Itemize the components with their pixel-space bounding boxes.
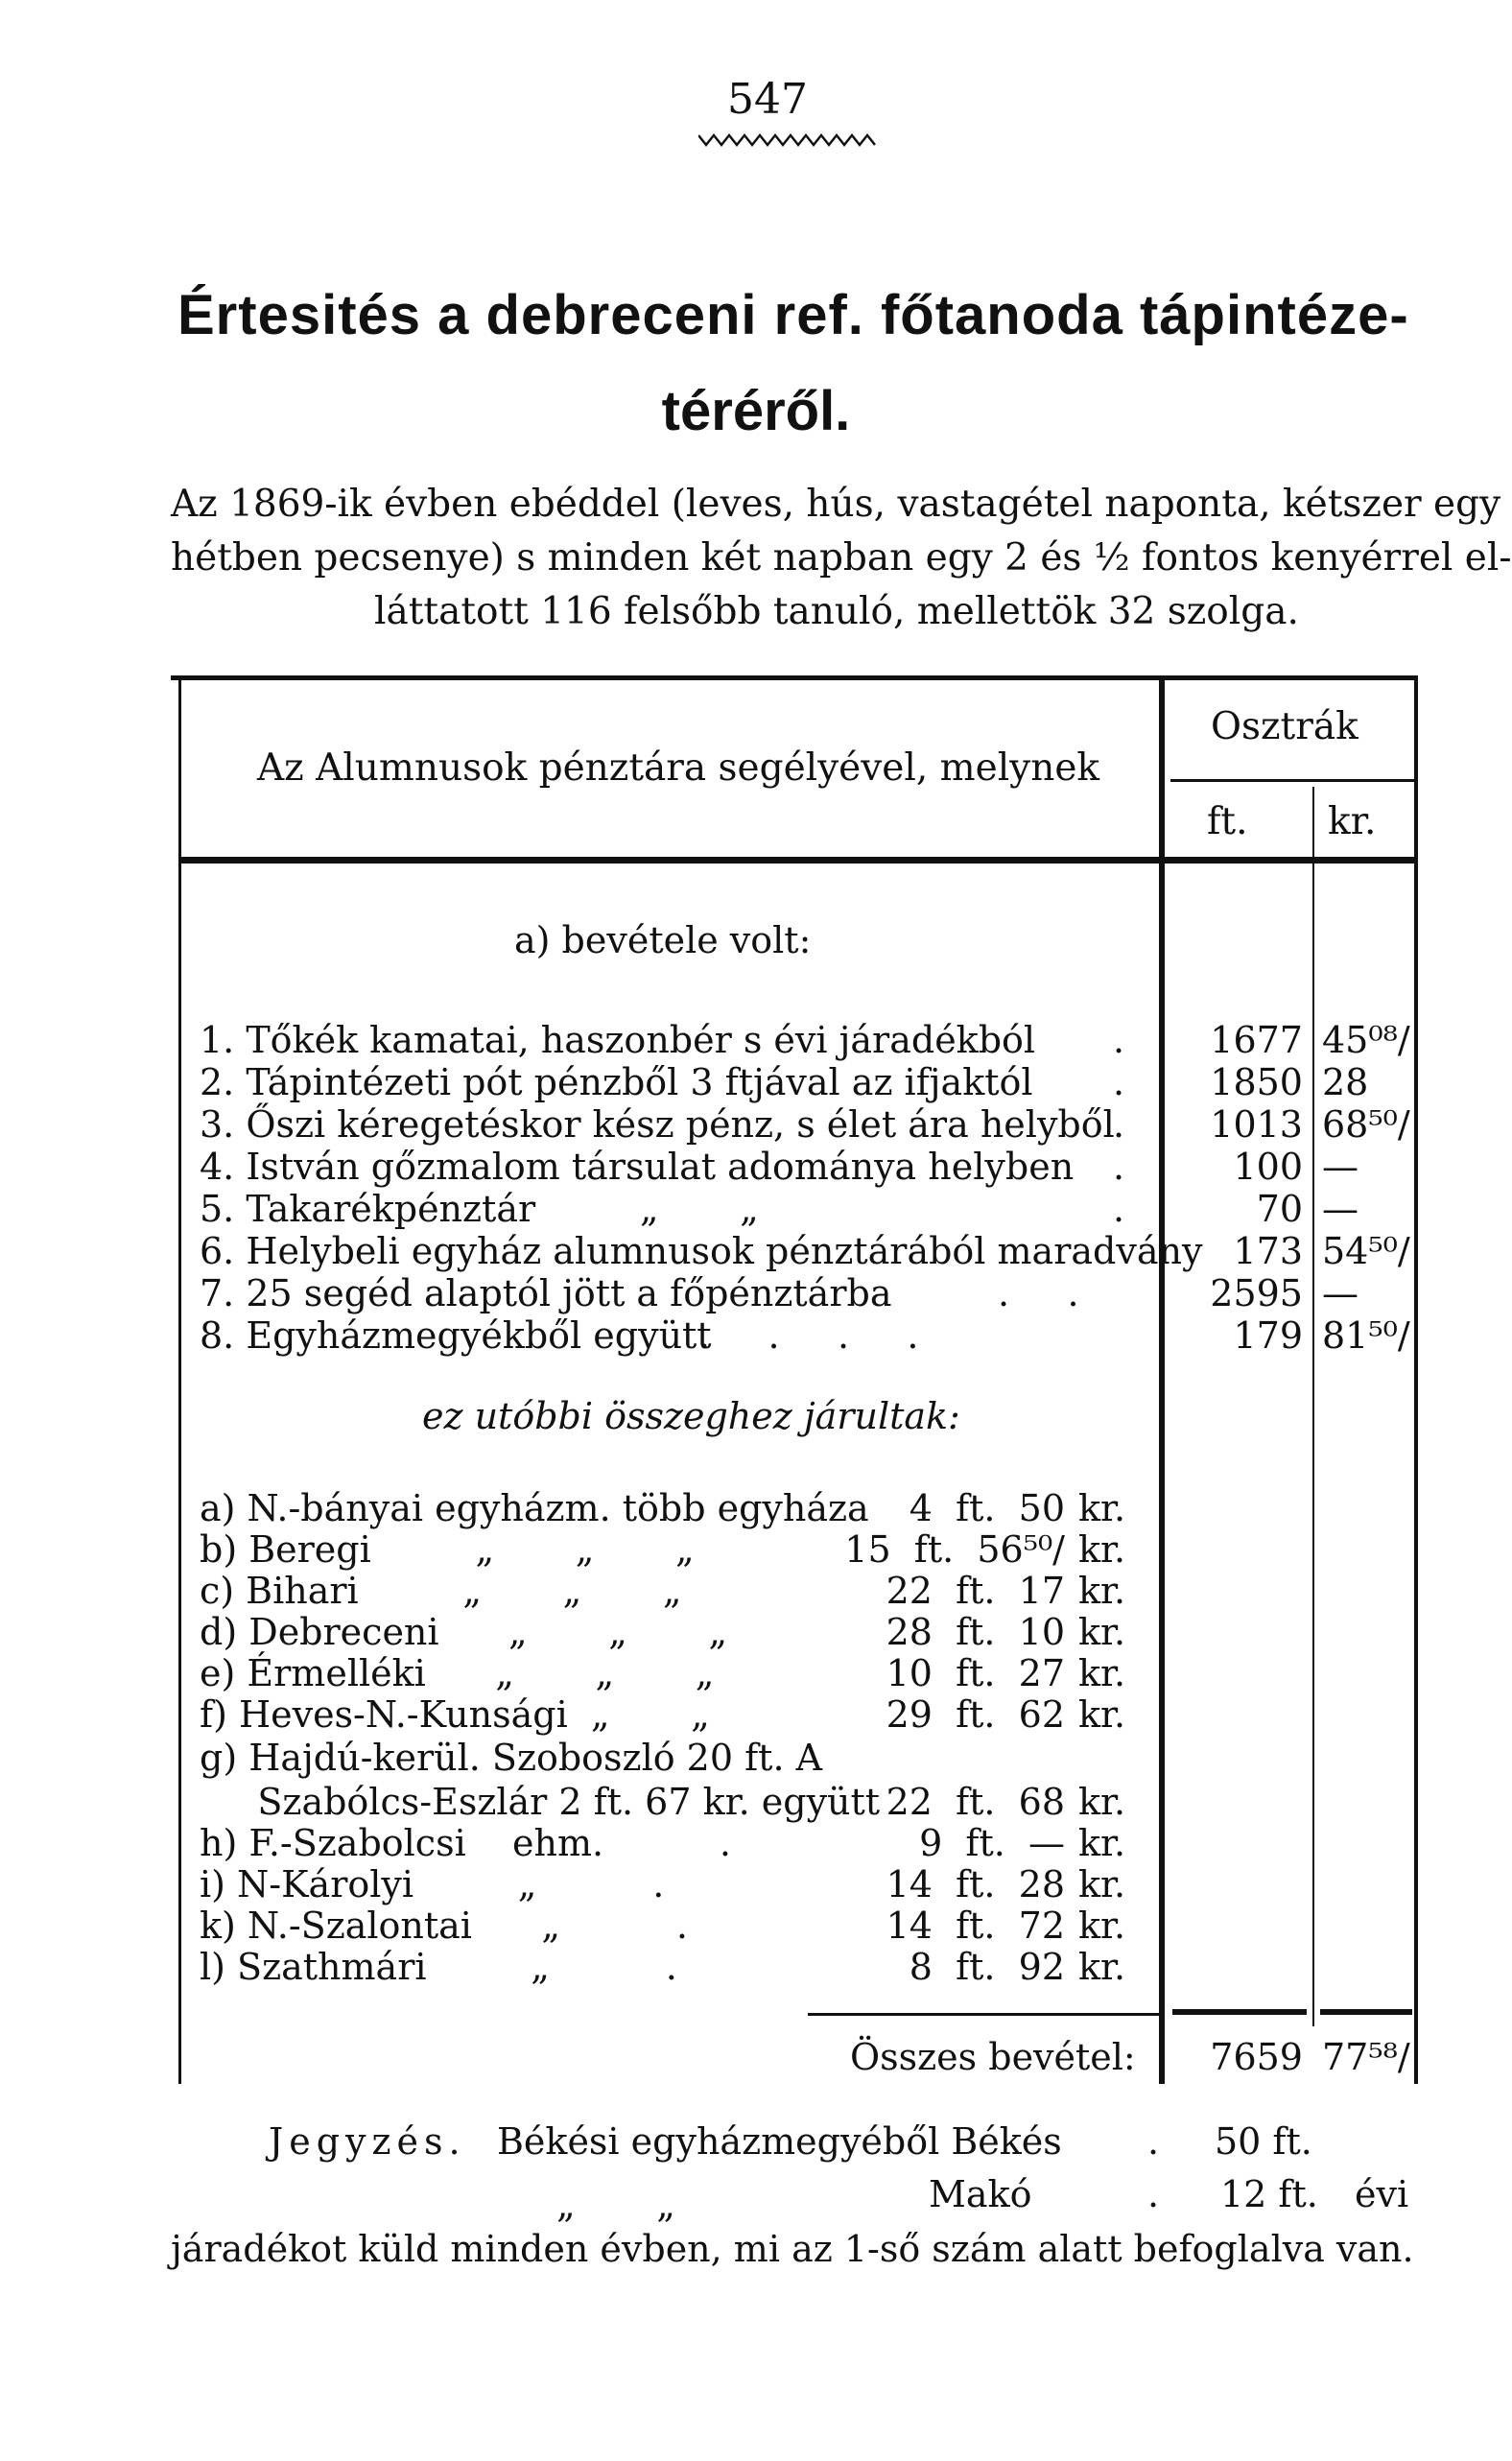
income-row-label: 2. Tápintézeti pót pénzből 3 ftjával az ifjaktól (200, 1061, 1033, 1103)
leader-dots: . (1147, 2120, 1160, 2163)
total-kr-rule (1320, 2009, 1412, 2015)
contribution-label: l) Szathmári „ . (200, 1946, 677, 1988)
income-row-kr: 81⁵⁰/ (1322, 1314, 1410, 1357)
contribution-amount: 14 ft. 72 (886, 1905, 1065, 1947)
total-label: Összes bevétel: (850, 2036, 1136, 2078)
leader-dots: . . . . (698, 1314, 919, 1357)
table-header-text: Az Alumnusok pénztára segélyével, melynek (257, 746, 1100, 790)
contribution-label: e) Érmelléki „ „ „ (200, 1652, 715, 1694)
table-ft-column-rule (1159, 675, 1165, 2084)
contribution-label: i) N-Károlyi „ . (200, 1863, 665, 1905)
leader-dots: . . (998, 1272, 1079, 1314)
contribution-label: b) Beregi „ „ „ (200, 1528, 695, 1571)
total-ft-rule (1172, 2009, 1307, 2015)
income-row-ft: 1677 (1210, 1019, 1303, 1061)
leader-dots: . (1113, 1146, 1125, 1188)
income-row-ft: 1013 (1210, 1103, 1303, 1146)
note-tail: évi (1355, 2173, 1409, 2215)
contribution-unit: kr. (1078, 1570, 1126, 1612)
contribution-amount: 29 ft. 62 (886, 1693, 1065, 1736)
intro-line: Az 1869-ik évben ebéddel (leves, hús, vastagétel naponta, kétszer egy (171, 483, 1501, 526)
income-row-kr: 54⁵⁰/ (1322, 1230, 1410, 1272)
table-right-rule (1414, 675, 1418, 2084)
contribution-unit: kr. (1078, 1611, 1126, 1653)
income-row-ft: 2595 (1210, 1272, 1303, 1314)
contribution-unit: kr. (1078, 1781, 1126, 1823)
income-row-label: 8. Egyházmegyékből együtt (200, 1314, 712, 1357)
currency-underline (1170, 779, 1414, 782)
contribution-amount: 15 ft. 56⁵⁰/ (844, 1528, 1065, 1571)
income-row-label: 5. Takarékpénztár „ „ (200, 1188, 759, 1230)
contribution-amount: 4 ft. 50 (909, 1487, 1065, 1529)
contribution-unit: kr. (1078, 1905, 1126, 1947)
income-row-label: 3. Őszi kéregetéskor kész pénz, s élet ára helyből (200, 1103, 1115, 1146)
income-row-ft: 100 (1233, 1146, 1303, 1188)
contribution-amount: 10 ft. 27 (886, 1652, 1065, 1694)
intro-line: hétben pecsenye) s minden két napban egy 2 és ½ fontos kenyérrel el- (171, 536, 1512, 580)
page-number: 547 (727, 75, 808, 124)
contribution-label: c) Bihari „ „ „ (200, 1570, 682, 1612)
intro-paragraph (171, 478, 1512, 639)
income-row-kr: — (1322, 1272, 1358, 1314)
income-row-ft: 179 (1233, 1314, 1303, 1357)
note-label: Jegyzés. (269, 2120, 466, 2163)
contribution-label: h) F.-Szabolcsi ehm. . (200, 1822, 732, 1864)
contribution-label: Szabólcs-Eszlár 2 ft. 67 kr. együtt (200, 1781, 881, 1823)
contribution-label: k) N.-Szalontai „ . (200, 1905, 688, 1947)
income-row-label: 4. István gőzmalom társulat adománya helyben (200, 1146, 1075, 1188)
contribution-unit: kr. (1078, 1528, 1126, 1571)
page-title-continued: téréről. (661, 380, 851, 442)
leader-dots: . (1113, 1103, 1125, 1146)
column-header-ft: ft. (1207, 800, 1248, 843)
contribution-amount: 22 ft. 68 (886, 1781, 1065, 1823)
header-separator-rule (180, 857, 1418, 864)
income-row-ft: 70 (1256, 1188, 1303, 1230)
income-row-ft: 173 (1233, 1230, 1303, 1272)
total-ft: 7659 (1210, 2036, 1303, 2078)
table-left-rule (178, 675, 181, 2084)
income-row-label: 6. Helybeli egyház alumnusok pénztárából maradvány (200, 1230, 1203, 1272)
contribution-label: d) Debreceni „ „ „ (200, 1611, 728, 1653)
ditto-marks: „ „ (556, 2184, 675, 2226)
note-place: Makó (929, 2173, 1032, 2215)
contribution-unit: kr. (1078, 1693, 1126, 1736)
income-row-kr: — (1322, 1188, 1358, 1230)
income-row-label: 7. 25 segéd alaptól jött a főpénztárba (200, 1272, 892, 1314)
income-row-kr: — (1322, 1146, 1358, 1188)
income-row-kr: 68⁵⁰/ (1322, 1103, 1410, 1146)
decorative-zigzag (698, 130, 881, 151)
income-row-ft: 1850 (1210, 1061, 1303, 1103)
contribution-unit: kr. (1078, 1487, 1126, 1529)
contribution-unit: kr. (1078, 1863, 1126, 1905)
leader-dots: . (1113, 1019, 1125, 1061)
page-title: Értesités a debreceni ref. főtanoda tápintéze- (177, 284, 1409, 346)
contribution-label: f) Heves-N.-Kunsági „ „ (200, 1693, 710, 1736)
leader-dots: . (1147, 2173, 1160, 2215)
column-header-kr: kr. (1328, 800, 1377, 843)
total-kr: 77⁵⁸/ (1322, 2036, 1410, 2078)
leader-dots: . (1113, 1061, 1125, 1103)
intro-line: láttatott 116 felsőbb tanuló, mellettök 32 szolga. (374, 590, 1299, 633)
section-heading: a) bevétele volt: (514, 919, 812, 961)
contribution-label: g) Hajdú-kerül. Szoboszló 20 ft. A (200, 1737, 823, 1779)
contribution-unit: kr. (1078, 1946, 1126, 1988)
contribution-amount: 8 ft. 92 (909, 1946, 1065, 1988)
note-amount: 50 ft. (1215, 2120, 1312, 2163)
contribution-amount: 14 ft. 28 (886, 1863, 1065, 1905)
note-amount: 12 ft. (1220, 2173, 1318, 2215)
contribution-amount: 22 ft. 17 (886, 1570, 1065, 1612)
table-top-rule (171, 675, 1418, 680)
contribution-unit: kr. (1078, 1822, 1126, 1864)
contribution-unit: kr. (1078, 1652, 1126, 1694)
contribution-amount: 28 ft. 10 (886, 1611, 1065, 1653)
income-row-kr: 45⁰⁸/ (1322, 1019, 1410, 1061)
currency-header: Osztrák (1211, 705, 1358, 748)
note-text: Békési egyházmegyéből Békés (497, 2120, 1062, 2163)
contribution-label: a) N.-bányai egyházm. több egyháza (200, 1487, 869, 1529)
contributions-sum-rule (808, 2013, 1161, 2016)
income-row-kr: 28 (1322, 1061, 1369, 1103)
contribution-amount: 9 ft. — (919, 1822, 1065, 1864)
table-kr-column-rule (1312, 787, 1314, 2026)
note-line: járadékot küld minden évben, mi az 1-ső szám alatt befoglalva van. (171, 2228, 1414, 2270)
leader-dots: . (1113, 1188, 1125, 1230)
contributions-subheading: ez utóbbi összeghez járultak: (422, 1395, 960, 1437)
income-row-label: 1. Tőkék kamatai, haszonbér s évi járadékból (200, 1019, 1036, 1061)
